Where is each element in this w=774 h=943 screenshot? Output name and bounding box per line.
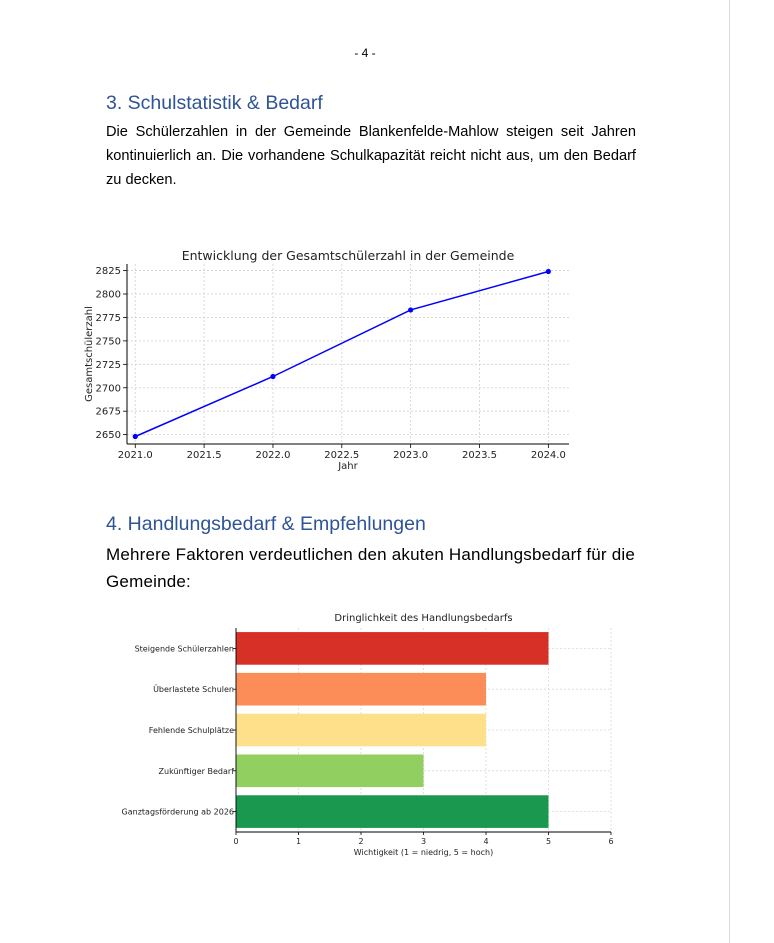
x-tick-label: 2024.0 bbox=[530, 450, 566, 461]
x-axis-label: Jahr bbox=[338, 461, 358, 472]
bar-chart-title: Dringlichkeit des Handlungsbedarfs bbox=[334, 613, 513, 624]
section-4-heading: 4. Handlungsbedarf & Empfehlungen bbox=[106, 513, 426, 535]
y-tick-label: 2700 bbox=[95, 383, 121, 395]
y-axis-label: Gesamtschülerzahl bbox=[84, 306, 95, 402]
x-tick-label: 5 bbox=[545, 837, 552, 846]
category-label: Ganztagsförderung ab 2026 bbox=[121, 807, 234, 817]
y-tick-label: 2650 bbox=[95, 430, 121, 442]
x-tick-label: 2023.5 bbox=[461, 450, 497, 461]
x-tick-label: 3 bbox=[420, 837, 427, 846]
x-tick-label: 2 bbox=[358, 837, 364, 846]
y-tick-label: 2675 bbox=[95, 406, 121, 418]
y-tick-label: 2750 bbox=[95, 336, 121, 348]
x-axis-label: Wichtigkeit (1 = niedrig, 5 = hoch) bbox=[353, 848, 494, 857]
category-label: Zukünftiger Bedarf bbox=[158, 766, 234, 776]
x-tick-label: 2021.5 bbox=[186, 450, 222, 461]
y-tick-label: 2775 bbox=[95, 312, 121, 324]
bar bbox=[236, 673, 486, 706]
x-tick-label: 4 bbox=[483, 837, 489, 846]
x-tick-label: 6 bbox=[608, 837, 614, 846]
category-label: Fehlende Schulplätze bbox=[148, 726, 234, 735]
section-4-paragraph: Mehrere Faktoren verdeutlichen den akuten Handlungsbedarf für die Gemeinde: bbox=[106, 545, 635, 591]
data-point bbox=[270, 374, 275, 379]
page-edge bbox=[729, 0, 730, 943]
category-label: Überlastete Schulen bbox=[153, 685, 234, 695]
y-tick-label: 2725 bbox=[95, 359, 121, 371]
x-tick-label: 2023.0 bbox=[393, 450, 429, 461]
x-tick-label: 1 bbox=[295, 837, 302, 846]
y-tick-label: 2800 bbox=[95, 289, 121, 301]
bar-chart bbox=[100, 608, 630, 868]
bar bbox=[236, 714, 486, 747]
x-tick-label: 2022.0 bbox=[255, 450, 291, 461]
x-tick-label: 2022.5 bbox=[324, 450, 360, 461]
data-point bbox=[133, 434, 138, 439]
section-3-heading: 3. Schulstatistik & Bedarf bbox=[106, 92, 323, 114]
y-tick-label: 2825 bbox=[95, 266, 121, 278]
section-3-paragraph: Die Schülerzahlen in der Gemeinde Blankenfelde-Mahlow steigen seit Jahren kontinuierlich an. Die vorhandene Schulkapazität reicht nicht aus, um den Bedarf zu decken. bbox=[106, 124, 636, 188]
bar bbox=[236, 754, 424, 787]
x-tick-label: 0 bbox=[233, 837, 239, 846]
bar bbox=[236, 632, 549, 665]
data-point bbox=[546, 269, 551, 274]
line-chart-title: Entwicklung der Gesamtschülerzahl in der Gemeinde bbox=[181, 248, 515, 263]
x-tick-label: 2021.0 bbox=[117, 450, 153, 461]
category-label: Steigende Schülerzahlen bbox=[134, 644, 234, 654]
line-chart bbox=[84, 244, 580, 474]
data-point bbox=[408, 307, 413, 312]
page-number: - 4 - bbox=[354, 46, 376, 60]
bar bbox=[236, 795, 549, 828]
